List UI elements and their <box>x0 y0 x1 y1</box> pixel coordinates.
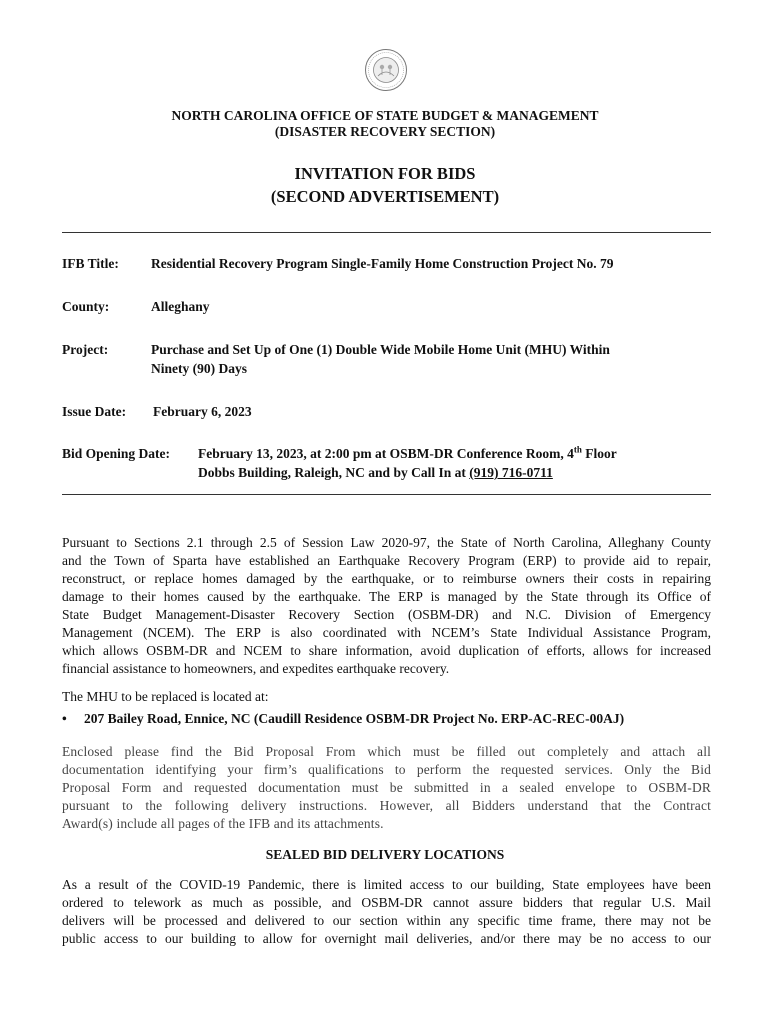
bid-opening-value <box>198 444 617 482</box>
enclosed-line: Enclosed please find the Bid Proposal From which must be filled out completely and attach all <box>62 744 711 759</box>
location-address: 207 Bailey Road, Ennice, NC (Caudill Residence OSBM-DR Project No. ERP-AC-REC-00AJ) <box>84 711 625 726</box>
enclosed-paragraph <box>62 743 711 833</box>
title-line-2: (SECOND ADVERTISEMENT) <box>270 187 500 206</box>
bid-opening-floor: Floor <box>581 446 617 461</box>
ordinal-suffix: th <box>573 444 582 455</box>
intro-line: State Budget Management-Disaster Recovery Section (OSBM-DR) and N.C. Division of Emergency <box>62 607 711 622</box>
bid-opening-label: Bid Opening Date: <box>62 446 171 461</box>
delivery-line: delivers will be processed and delivered to our section within any specific time frame, there may not be <box>62 913 711 928</box>
intro-line: Management (NCEM). The ERP is also coordinated with NCEM’s State Individual Assistance Program, <box>62 625 711 640</box>
ifb-title-label: IFB Title: <box>62 256 119 271</box>
enclosed-line: Proposal Form and requested documentation must be submitted in a sealed envelope to OSBM-DR <box>62 780 711 795</box>
bid-opening-line-1 <box>198 444 617 463</box>
project-label: Project: <box>62 342 109 357</box>
location-bullet <box>62 710 624 728</box>
issue-date-label: Issue Date: <box>62 404 127 419</box>
intro-line: reconstruct, or replace homes damaged by the earthquake, or to reimburse owners their costs in repairing <box>62 571 711 586</box>
delivery-line: ordered to telework as much as possible, and OSBM-DR cannot assure bidders that regular U.S. Mail <box>62 895 711 910</box>
intro-line: financial assistance to homeowners, and expedites earthquake recovery. <box>62 661 450 676</box>
delivery-heading: SEALED BID DELIVERY LOCATIONS <box>265 847 505 862</box>
top-divider <box>62 232 711 233</box>
intro-paragraph <box>62 534 711 678</box>
project-value-line-1: Purchase and Set Up of One (1) Double Wide Mobile Home Unit (MHU) Within <box>151 342 610 357</box>
intro-line: Pursuant to Sections 2.1 through 2.5 of Session Law 2020-97, the State of North Carolina, Alleghany County <box>62 535 711 550</box>
intro-line: which allows OSBM-DR and NCEM to share information, avoid duplication of efforts, allows for increased <box>62 643 711 658</box>
enclosed-line: pursuant to the following delivery instructions. However, all Bidders understand that the Contract <box>62 798 711 813</box>
ifb-title-value: Residential Recovery Program Single-Family Home Construction Project No. 79 <box>151 256 614 271</box>
county-label: County: <box>62 299 110 314</box>
delivery-line: public access to our building to allow for overnight mail deliveries, and/or there may be no access to our <box>62 931 711 946</box>
title-line-1: INVITATION FOR BIDS <box>294 164 476 183</box>
agency-section: (DISASTER RECOVERY SECTION) <box>274 124 496 139</box>
fields-divider <box>62 494 711 495</box>
intro-line: and the Town of Sparta have established an Earthquake Recovery Program (ERP) to provide aid to repair, <box>62 553 711 568</box>
bid-opening-text: February 13, 2023, at 2:00 pm at OSBM-DR Conference Room, 4 <box>198 446 574 461</box>
project-value-line-2: Ninety (90) Days <box>151 361 247 376</box>
document-title <box>0 162 770 208</box>
call-in-phone-link[interactable]: (919) 716-0711 <box>469 465 553 480</box>
enclosed-line: documentation identifying your firm’s qualifications to perform the requested services. Only the Bid <box>62 762 711 777</box>
state-seal-icon <box>364 48 408 92</box>
delivery-line: As a result of the COVID-19 Pandemic, there is limited access to our building, State employees have been <box>62 877 711 892</box>
agency-name: NORTH CAROLINA OFFICE OF STATE BUDGET & MANAGEMENT <box>171 108 599 123</box>
county-value: Alleghany <box>151 299 210 314</box>
bullet-icon: • <box>62 711 67 726</box>
bid-opening-location: Dobbs Building, Raleigh, NC and by Call In at <box>198 465 470 480</box>
bid-opening-line-2 <box>198 463 617 482</box>
issue-date-value: February 6, 2023 <box>153 404 252 419</box>
delivery-paragraph <box>62 876 711 948</box>
project-value <box>151 340 610 378</box>
agency-header <box>0 108 770 140</box>
enclosed-line: Award(s) include all pages of the IFB and its attachments. <box>62 816 384 831</box>
intro-line: damage to their homes caused by the earthquake. The ERP is managed by the State through its Office of <box>62 589 711 604</box>
location-intro: The MHU to be replaced is located at: <box>62 689 269 704</box>
